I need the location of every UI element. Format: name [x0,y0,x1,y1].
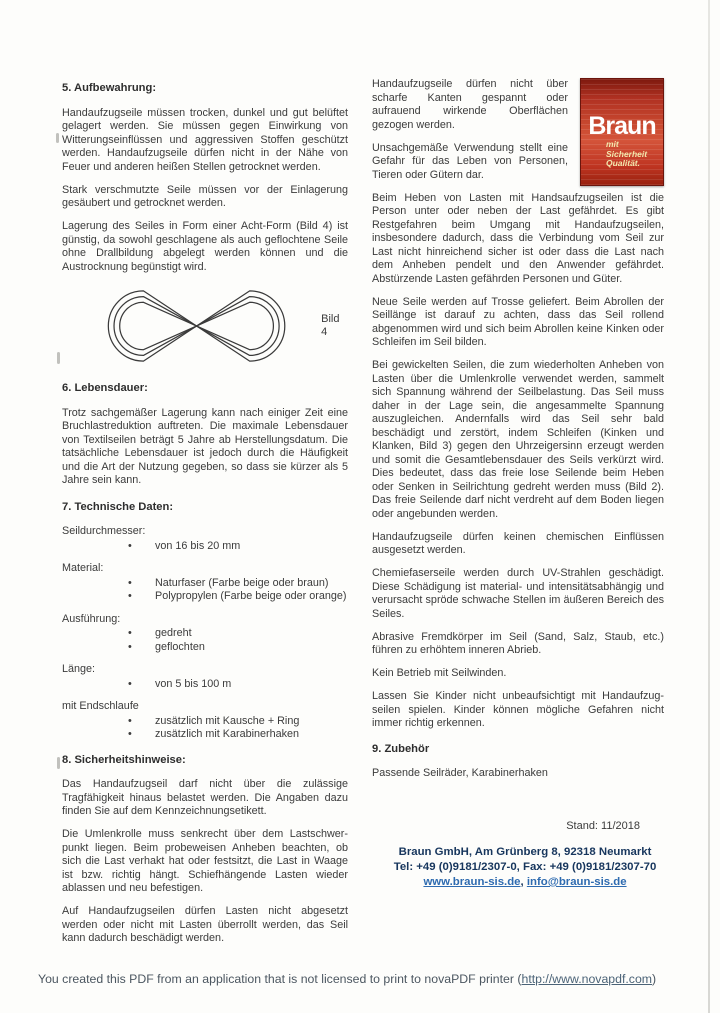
company-address-line1: Braun GmbH, Am Grünberg 8, 92318 Neumarkt [398,846,652,858]
right-column [372,78,664,790]
safety-paragraph: Neue Seile werden auf Trosse geliefert. Beim Abrollen der Seillänge ist darauf zu achten, dass das Seil rollend abgenommen wird und sich beim Abrollen keine Kinken oder Schleifen im Seil bilden. [372,295,664,348]
tech-item-text: gedreht [155,627,192,639]
tech-group-laenge [62,663,348,691]
section-8-paragraph: Auf Handaufzugseilen dürfen Lasten nicht abgesetzt werden oder nicht mit Lasten überrollt werden, das Seil kann dadurch beschädigt werden. [62,905,348,944]
company-contact-links [366,875,684,890]
section-8-paragraph: Die Umlenkrolle muss senkrecht über dem Lastschwerpunkt liegen. Beim probeweisen Anheben beachten, ob sich die Last verhakt hat oder festsitzt, die Last in Waage ist bzw. richtig hängt. Schiefhängende Lasten wieder ablassen und neu befestigen. [62,828,348,894]
tech-item-text: zusätzlich mit Karabinerhaken [155,728,300,740]
revision-date: Stand: 11/2018 [566,820,640,832]
section-8-heading: 8. Sicherheitshinweise: [62,753,186,766]
braun-logo-tagline [581,140,663,169]
braun-logo-tagline-line: mit [606,139,619,149]
section-7-heading: 7. Technische Daten: [62,500,174,513]
scan-artifact [57,757,60,769]
braun-logo [580,78,664,186]
section-5-paragraph: Handaufzugseile müssen trocken, dunkel und gut belüftet gelagert werden. Sie müssen gegen Einwirkung von Witterungseinflüssen und aggressiven Stoffen geschützt werden. Handaufzugseile dürfen nicht in der Nähe von Feuer und anderen heißen Stellen getrocknet werden. [62,106,348,173]
section-9-heading: 9. Zubehör [372,742,430,755]
tech-group-label: Seildurchmesser: [62,525,146,537]
scan-artifact [56,133,59,143]
company-address-line2: Tel: +49 (0)9181/2307-0, Fax: +49 (0)9181/2307-70 [393,861,657,873]
link-separator: , [520,876,527,888]
section-5-heading: 5. Aufbewahrung: [62,82,157,94]
tech-item-text: Polypropylen (Farbe beige oder orange) [155,590,347,602]
tech-group-label: mit Endschlaufe [62,700,139,712]
safety-paragraph: Kein Betrieb mit Seilwinden. [372,667,507,679]
safety-paragraph: Chemiefaserseile werden durch UV-Strahlen geschädigt. Diese Schädigung ist material- und intensitätsabhängig und verursacht spröde schwache Stellen im äußeren Bereich des Seiles. [372,567,664,620]
scan-artifact [57,352,60,364]
company-website-link[interactable]: www.braun-sis.de [423,876,521,888]
section-8-paragraph: Das Handaufzugseil darf nicht über die zulässige Tragfähigkeit hinaus belastet werden. Die Angaben dazu finden Sie auf dem Kennzeichnungsetikett. [62,778,348,817]
bullet-icon: • [128,627,132,639]
safety-paragraph: Unsachgemäße Verwendung stellt eine Gefahr für das Leben von Personen, Tieren oder Gütern dar. [372,141,568,181]
section-5-paragraph: Lagerung des Seiles in Form einer Acht-Form (Bild 4) ist günstig, da sowohl geschlagene als auch geflochtene Seile ohne Drallbildung abgelegt werden können und die Austrocknung begünstigt wird. [62,220,348,273]
figure-4 [96,282,348,370]
tech-group-label: Ausführung: [62,612,121,625]
novapdf-link[interactable]: http://www.novapdf.com [521,972,653,986]
braun-logo-tagline-line: Sicherheit [606,148,648,159]
section-6-paragraph: Trotz sachgemäßer Lagerung kann nach einiger Zeit eine Bruchlastreduktion auftreten. Die maximale Lebensdauer von Textilseilen beträgt 5 Jahre ab Herstellungsdatum. Die tatsächliche Lebensdauer ist jedoch durch die Häufigkeit und die Art der Nutzung gegeben, so dass sie kürzer als 5 Jahre sein kann. [62,406,348,486]
bullet-icon: • [128,677,132,690]
tech-item [62,590,348,604]
safety-paragraph: Beim Heben von Lasten mit Handsaufzugseilen ist die Person unter oder neben der Last gefährdet. Es gibt Restgefahren beim Umgang mit Handaufzugseilen, insbesondere dadurch, dass die Verbindung vom Seil zur Last nicht hinreichend sicher ist oder dass die Last nach dem Anheben pendelt und den Anwender gefährdet. Abstürzende Lasten gefährden Personen und Güter. [372,191,664,285]
bullet-icon: • [128,714,132,727]
tech-item [62,577,348,591]
tech-item [62,540,348,554]
novapdf-watermark-text: You created this PDF from an application that is not licensed to print to novaPDF printer ( [38,972,522,986]
novapdf-watermark-suffix: ) [652,972,657,986]
braun-logo-wordmark: Braun [588,112,656,140]
tech-item [62,627,348,641]
left-column [62,80,348,955]
novapdf-watermark [38,972,698,986]
safety-paragraph: Lassen Sie Kinder nicht unbeaufsichtigt mit Handaufzugseilen spielen. Kinder können mögliche Gefahren nicht immer richtig erkennen. [372,690,664,729]
tech-group-ausfuehrung [62,613,348,655]
tech-group-label: Länge: [62,663,96,675]
tech-item-text: Naturfaser (Farbe beige oder braun) [155,576,329,589]
tech-group-material [62,562,348,604]
safety-paragraph: Abrasive Fremdkörper im Seil (Sand, Salz, Staub, etc.) führen zu erhöhtem inneren Abrieb. [372,630,664,656]
tech-item [62,715,348,729]
bullet-icon: • [128,539,132,552]
scan-page-edge [708,0,710,1013]
tech-item [62,641,348,655]
tech-item-text: geflochten [155,640,205,653]
tech-group-endschlaufe [62,700,348,742]
section-6-heading: 6. Lebensdauer: [62,382,148,394]
safety-paragraph: Bei gewickelten Seilen, die zum wiederholten Anheben von Lasten über die Umlenkrolle verwendet werden, sammelt sich Spannung während der Seilbelastung. Das Seil muss daher in der Lage sein, die angesammelte Spannung auszugleichen. Andernfalls wird das Seil sehr bald beschädigt und zerstört, indem Schleifen (Kinken und Klanken, Bild 3) gegen den Uhrzeigersinn erzeugt werden und somit die Gesamtlebensdauer des Seils verkürzt wird. Dies bedeutet, dass das freie lose Seilende beim Heben oder Senken in Seilrichtung gedreht werden muss (Bild 2). Das freie Seilende darf nicht verdreht auf dem Boden liegen oder angebunden werden. [372,359,664,520]
company-email-link[interactable]: info@braun-sis.de [526,876,627,888]
tech-item-text: von 5 bis 100 m [155,677,232,690]
bullet-icon: • [128,728,132,740]
tech-group-label: Material: [62,562,104,574]
braun-logo-tagline-line: Qualität. [606,158,641,168]
bullet-icon: • [128,640,132,653]
company-address-block [366,845,684,890]
section-9-paragraph: Passende Seilräder, Karabinerhaken [372,767,548,779]
safety-paragraph: Handaufzugseile dürfen keinen chemischen Einflüssen ausgesetzt werden. [372,530,664,556]
safety-paragraph: Handaufzugseile dürfen nicht über scharfe Kanten gespannt oder aufrauend wirkende Oberflächen gezogen werden. [372,78,568,131]
bullet-icon: • [128,590,132,602]
bullet-icon: • [128,576,132,589]
figure-4-label: Bild 4 [321,312,340,338]
tech-item-text: zusätzlich mit Kausche + Ring [155,714,300,727]
tech-item-text: von 16 bis 20 mm [155,539,241,552]
rope-figure-eight-drawing [96,282,297,370]
tech-group-diameter [62,525,348,553]
tech-item [62,728,348,742]
tech-item [62,678,348,692]
section-5-paragraph: Stark verschmutzte Seile müssen vor der Einlagerung gesäubert und getrocknet werden. [62,183,348,209]
